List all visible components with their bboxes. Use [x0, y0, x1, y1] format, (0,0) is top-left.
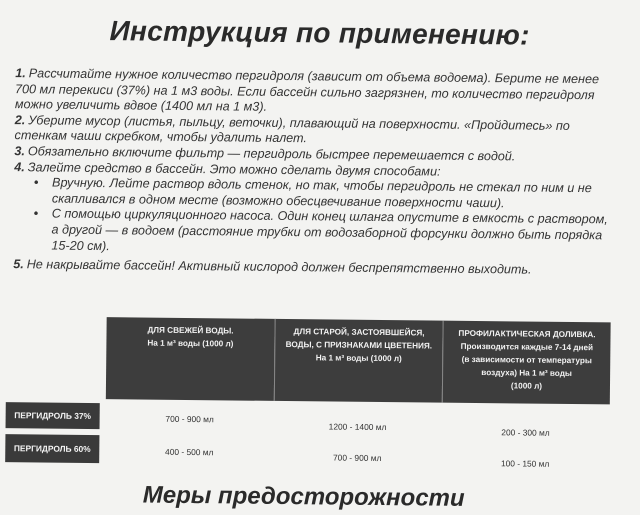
header-line: На 1 м³ воды (1000 л)	[147, 338, 234, 349]
bullet-icon: •	[34, 175, 39, 190]
table-cell: 200 - 300 мл	[501, 427, 550, 438]
step-text: Уберите мусор (листья, пыльцу, веточки), плавающий на поверхности. «Пройдитесь» по стенкам чаши скребком, чтобы удалить налет.	[14, 113, 570, 146]
step-text: Залейте средство в бассейн. Это можно сделать двумя способами:	[27, 159, 441, 179]
list-item	[33, 207, 613, 260]
step-number: 1.	[15, 66, 26, 81]
step-number: 3.	[14, 144, 26, 159]
step-text: Не накрывайте бассейн! Активный кислород должен беспрепятственно выходить.	[26, 257, 532, 277]
step-text: Обязательно включите фильтр — пергидроль быстрее перемешается с водой.	[27, 144, 516, 164]
step-number: 5.	[13, 257, 24, 272]
step-number: 2.	[14, 112, 26, 128]
table-header-preventive	[442, 321, 611, 405]
page-title: Инструкция по применению:	[109, 15, 530, 51]
section-title: Меры предосторожности	[142, 481, 465, 512]
method-list	[13, 175, 614, 259]
step-1	[15, 66, 615, 119]
table-cell: 400 - 500 мл	[165, 446, 214, 458]
header-line: Производится каждые 7-14 дней	[460, 341, 594, 353]
table-cell: 700 - 900 мл	[332, 452, 382, 464]
list-item-text: С помощью циркуляционного насоса. Один конец шланга опустите в емкость с раствором, а другой — в водоем (расстояние трубки от водозаборной форсунки должно быть порядка 15-20 см).	[51, 206, 608, 253]
step-text: Рассчитайте нужное количество пергидроля (зависит от объема водоема). Берите не менее 700 мл перекиси (37%) на 1 м3 воды. Если бассейн сильно загрязнен, то количество пергидроля можно увеличить вдвое (1400 мл на 1 м3).	[14, 66, 600, 114]
table-cell: 100 - 150 мл	[500, 458, 550, 469]
bullet-icon: •	[33, 206, 39, 221]
header-line: (1000 л)	[510, 381, 543, 391]
header-line: (в зависимости от температуры	[461, 354, 592, 366]
instructions	[13, 66, 615, 279]
row-label-37: ПЕРГИДРОЛЬ 37%	[6, 402, 100, 429]
step-number: 4.	[14, 159, 25, 174]
header-line: На 1 м³ воды (1000 л)	[315, 353, 402, 364]
header-line: воздуха) На 1 м³ воды	[481, 368, 572, 379]
table-header-old	[274, 319, 443, 403]
header-line: ДЛЯ СТАРОЙ, ЗАСТОЯВШЕЙСЯ,	[293, 327, 425, 338]
row-label-60: ПЕРГИДРОЛЬ 60%	[5, 434, 99, 463]
header-line: ДЛЯ СВЕЖЕЙ ВОДЫ.	[147, 325, 234, 336]
step-5	[13, 257, 613, 279]
list-item-text: Вручную. Лейте раствор вдоль стенок, но так, чтобы пергидроль не стекал по ним и не скапливался в одном месте (возможно обесцвечивание поверхности чаши).	[51, 175, 592, 211]
table-cell: 1200 - 1400 мл	[328, 421, 387, 433]
table-cell: 700 - 900 мл	[165, 413, 214, 425]
header-line: ПРОФИЛАКТИЧЕСКАЯ ДОЛИВКА.	[458, 328, 596, 340]
table-header-fresh	[106, 317, 275, 401]
header-line: ВОДЫ, С ПРИЗНАКАМИ ЦВЕТЕНИЯ.	[285, 340, 433, 351]
